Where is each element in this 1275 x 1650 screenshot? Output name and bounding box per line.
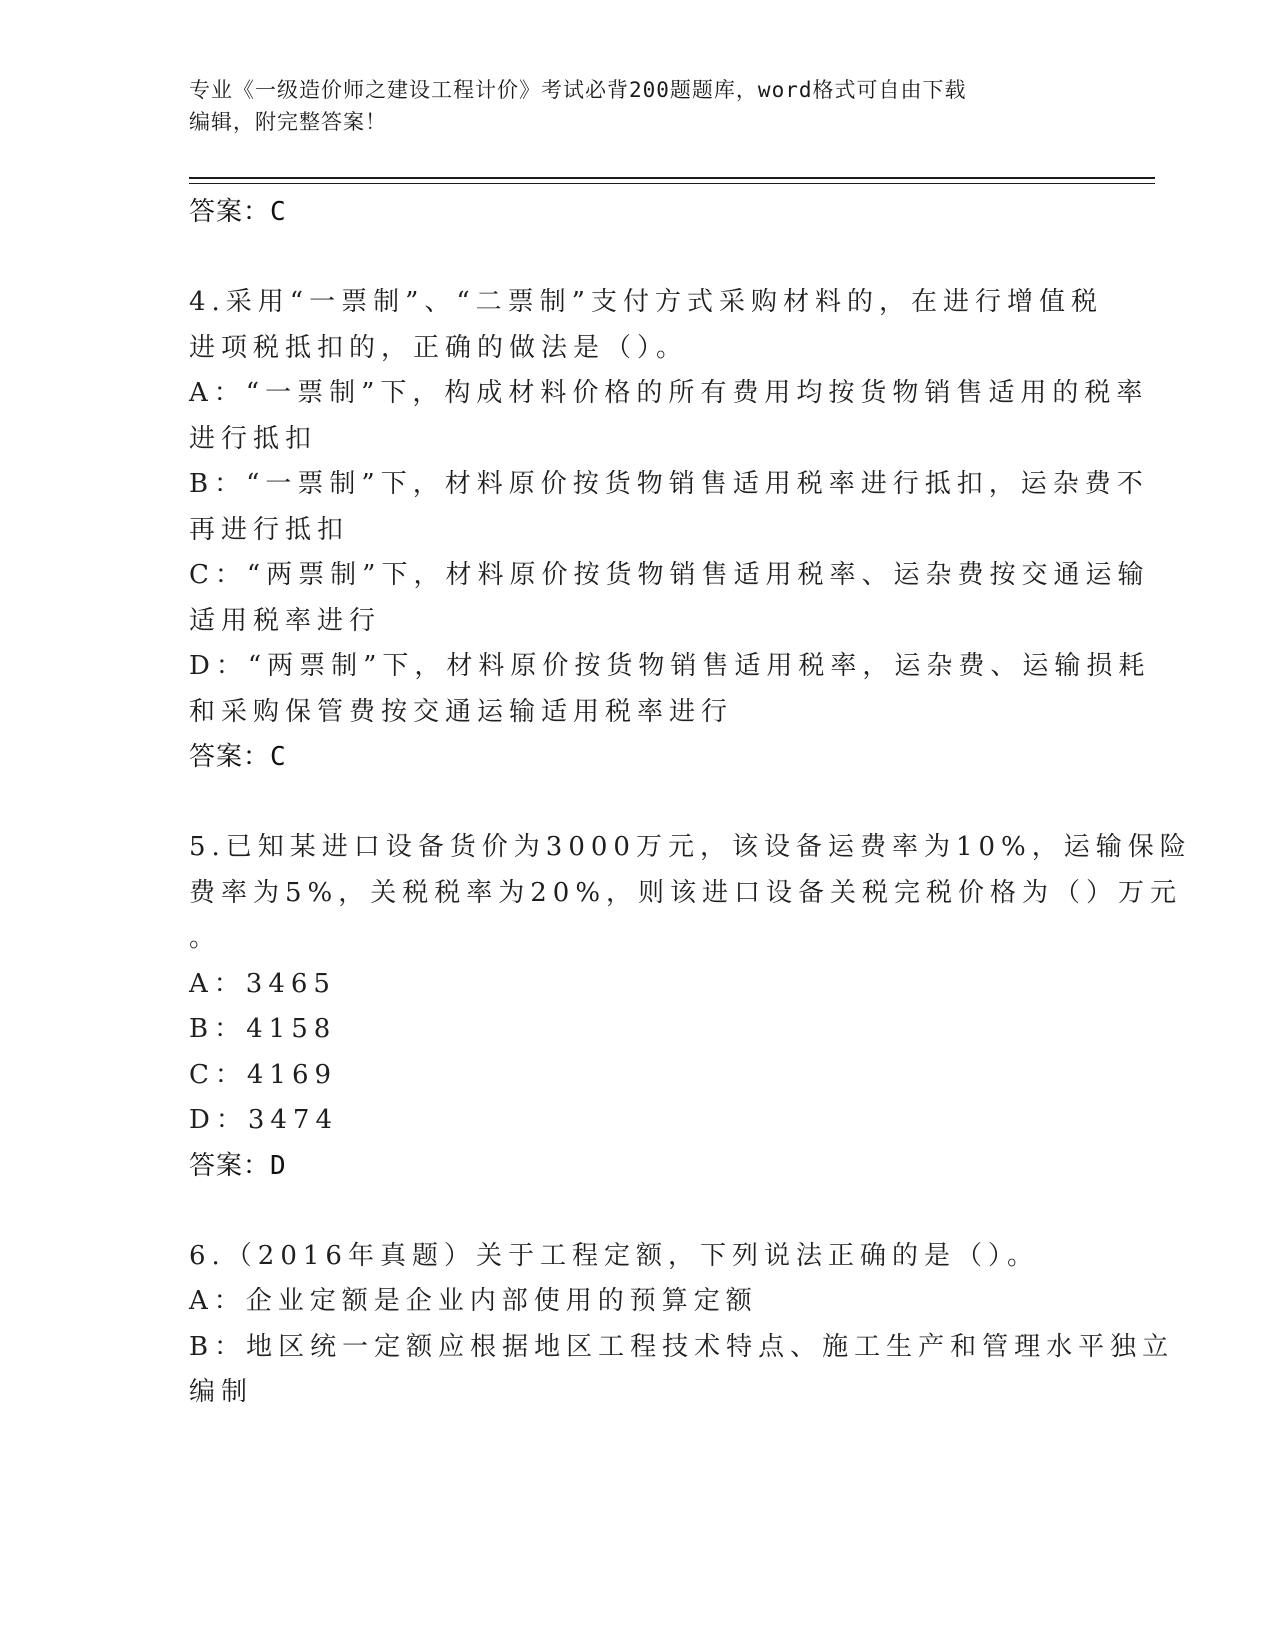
document-header [189,74,1089,138]
question-6-option-b-line-2: 编制 [189,1377,254,1407]
question-4-option-d-line-2: 和采购保管费按交通运输适用税率进行 [189,696,734,727]
question-6-stem: 6.（2016年真题）关于工程定额，下列说法正确的是（）。 [189,1240,1039,1271]
question-6-option-b-line-1: B：地区统一定额应根据地区工程技术特点、施工生产和管理水平独立 [189,1331,1175,1362]
question-4-answer: 答案：C [189,742,287,772]
question-5-option-d: D：3474 [189,1105,339,1135]
header-divider-thin [189,183,1155,184]
question-4-option-a-line-2: 进行抵扣 [189,423,318,454]
question-4-option-a-line-1: A：“一票制”下，构成材料价格的所有费用均按货物销售适用的税率 [189,378,1149,408]
question-5-option-a: A：3465 [189,968,336,999]
question-4-option-d-line-1: D：“两票制”下，材料原价按货物销售适用税率，运杂费、运输损耗 [189,651,1151,681]
question-5 [189,825,1192,1188]
question-4-option-b-line-2: 再进行抵扣 [189,514,350,545]
header-title-line-1: 专业《一级造价师之建设工程计价》考试必背200题题库，word格式可自由下载 [189,78,967,102]
question-4-option-c-line-2: 适用税率进行 [189,605,382,636]
question-4-stem-line-2: 进项税抵扣的，正确的做法是（）。 [189,332,689,363]
header-title-line-2: 编辑，附完整答案！ [189,110,387,134]
question-4-option-b-line-1: B：“一票制”下，材料原价按货物销售适用税率进行抵扣，运杂费不 [189,469,1149,499]
document-body [189,190,1192,1416]
question-5-option-b: B：4158 [189,1014,337,1044]
question-5-stem-line-2: 费率为5%，关税税率为20%，则该进口设备关税完税价格为（）万元 [189,877,1183,908]
question-5-stem-line-1: 5.已知某进口设备货价为3000万元，该设备运费率为10%，运输保险 [189,832,1192,862]
question-5-answer: 答案：D [189,1150,287,1181]
question-6 [189,1234,1175,1416]
question-5-stem-line-3: 。 [189,923,222,953]
question-6-option-a: A：企业定额是企业内部使用的预算定额 [189,1286,758,1316]
question-5-option-c: C：4169 [189,1059,338,1090]
question-4-option-c-line-1: C：“两票制”下，材料原价按货物销售适用税率、运杂费按交通运输 [189,560,1150,590]
previous-question-answer: 答案：C [189,197,287,227]
question-4 [189,280,1151,779]
question-4-stem-line-1: 4.采用“一票制”、“二票制”支付方式采购材料的，在进行增值税 [189,287,1103,317]
header-divider-thick [189,177,1155,179]
